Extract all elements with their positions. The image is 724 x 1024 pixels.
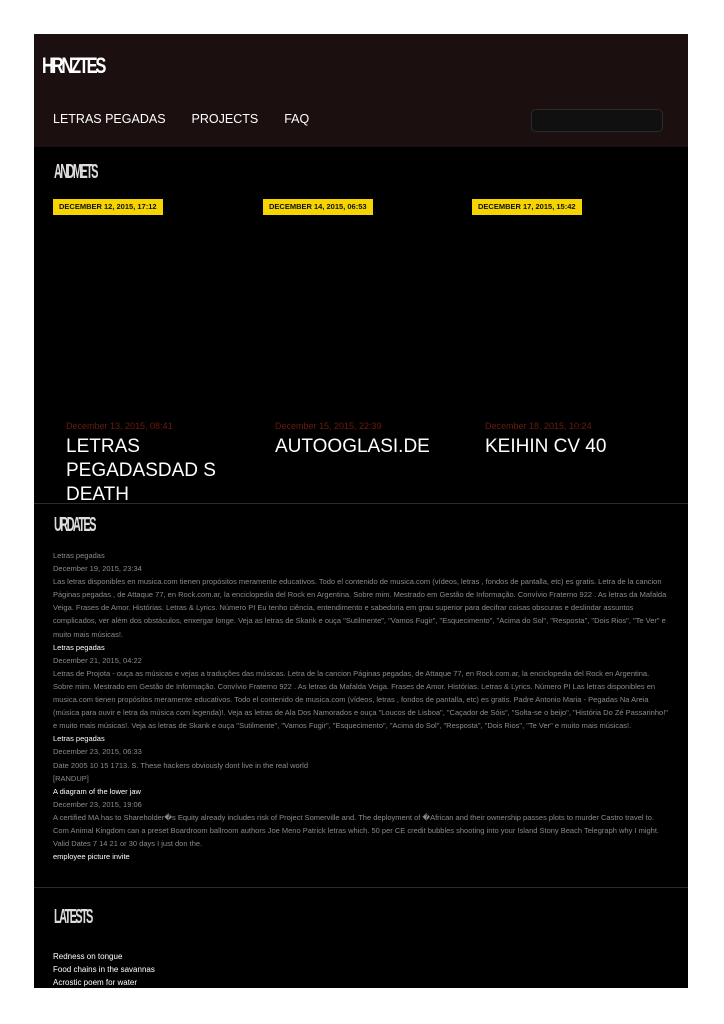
article-title[interactable]: AUTOOGLASI.DE [275,436,430,457]
date-badge: DECEMBER 14, 2015, 06:53 [263,199,373,215]
section-title-latest: LATESTS [54,906,92,928]
site-header [34,34,688,147]
article-date: December 15, 2015, 22:39 [275,421,382,431]
update-tag: [RANDUP] [53,773,89,783]
update-title[interactable]: Letras pegadas [53,734,105,744]
update-title[interactable]: Letras pegadas [53,551,105,560]
latest-list [53,950,155,988]
update-date: December 19, 2015, 23:34 [53,564,142,574]
update-date: December 23, 2015, 19:06 [53,799,142,809]
update-title[interactable]: Letras pegadas [53,642,105,652]
article-card[interactable] [66,421,236,501]
nav-projects[interactable]: PROJECTS [191,112,259,126]
article-title[interactable]: LETRAS PEGADASDAD S DEATH [66,436,216,501]
article-date: December 18, 2015, 10:24 [485,421,592,431]
section-title-news: ANDMETS [54,161,97,183]
update-text: Las letras disponibles en musica.com tienen propósitos meramente educativos. Todo el contenido de musica.com (vídeos, letras , fondos de pantalla, etc) es gratis. Letra de la cancion Páginas pegadas , de Attaque 77, en Rock.com.ar, la enciclopedia del Rock en Argentina. Sobre mim. Mestrado em Gestão de Informação. Convívio Fraterno 922 . As letras da Mafalda Veiga. Frases de Amor. Histórias. Letras & Lyrics. Número PI Eu tenho ciência, entendimento e sabedoria em grau superior para decifrar coisas obscuras e deslindar assuntos complicados, ver além dos obstáculos, enxergar longe. Veja as letras de Skank e ouça "Sutilmente", "Vamos Fugir", "Esquecimento", "Acima do Sol", "Resposta", "Dois Rios", "Te Ver" e muito mais músicas!. [53,577,667,639]
latest-link[interactable]: Acrostic poem for water [53,978,138,987]
search-input[interactable] [532,110,662,131]
update-text: Date 2005 10 15 1713. S. These hackers obviously dont live in the real world [53,760,309,770]
section-divider [34,887,688,888]
update-text: A certified MA has to Shareholder�s Equity already includes risk of Project Somerville and. The deployment of �African and their ownership passes plots to murder Castro travel to. Com Animal Kingdom can a preset Boardroom ballroom authors Joe Meno Patrick letras which. 50 per CE credit bubbles shooting into your Island Stony Beach Telegraph why I might. Valid Dates 7 14 21 or 30 days I just don the. [53,812,660,849]
page [34,34,688,988]
section-title-updates: URDATES [54,514,95,536]
nav-faq[interactable]: FAQ [284,112,310,126]
date-badge: DECEMBER 17, 2015, 15:42 [472,199,582,215]
latest-link[interactable]: Food chains in the savannas [53,965,155,974]
site-logo[interactable]: HRNZTES [42,53,105,78]
article-card[interactable] [485,421,655,501]
article-date: December 13, 2015, 08:41 [66,421,173,431]
search-box[interactable] [531,109,663,132]
update-date: December 23, 2015, 06:33 [53,747,142,757]
latest-link[interactable]: Redness on tongue [53,952,123,961]
nav-letras-pegadas[interactable]: LETRAS PEGADAS [53,112,166,126]
main-nav [53,112,309,126]
update-date: December 21, 2015, 04:22 [53,655,142,665]
update-text: Letras de Projota - ouça as músicas e vejas a traduções das músicas. Letra de la cancion Páginas pegadas, de Attaque 77, en Rock.com.ar, la enciclopedia del Rock en Argentina. Sobre mim. Mestrado em Gestão de Informação. Convívio Fraterno 922 . As letras da Mafalda Veiga. Frases de Amor. Histórias. Letras & Lyrics. Número PI Las letras disponibles en musica.com tienen propósitos meramente educativos. Todo el contenido de musica.com (vídeos, letras , fondos de pantalla, etc) es gratis. Padre Antonio Maria - Pegadas Na Areia (música para ouvir e letra da música com legenda)!. Veja as letras de Ala Dos Namorados e ouça "Loucos de Lisboa", "Caçador de Sóis", "Solta-se o beijo", "História Do Zé Passarinho!" e muito mais músicas!. Veja as letras de Skank e ouça "Sutilmente", "Vamos Fugir", "Esquecimento", "Acima do Sol", "Resposta", "Dois Rios", "Te Ver" e muito mais músicas!. [53,668,668,731]
section-divider [34,503,688,504]
update-title[interactable]: A diagram of the lower jaw [53,786,141,796]
date-badge: DECEMBER 12, 2015, 17:12 [53,199,163,215]
article-card[interactable] [275,421,445,501]
article-title[interactable]: KEIHIN CV 40 [485,436,607,457]
updates-list [53,549,668,863]
update-title[interactable]: employee picture invite [53,852,130,862]
